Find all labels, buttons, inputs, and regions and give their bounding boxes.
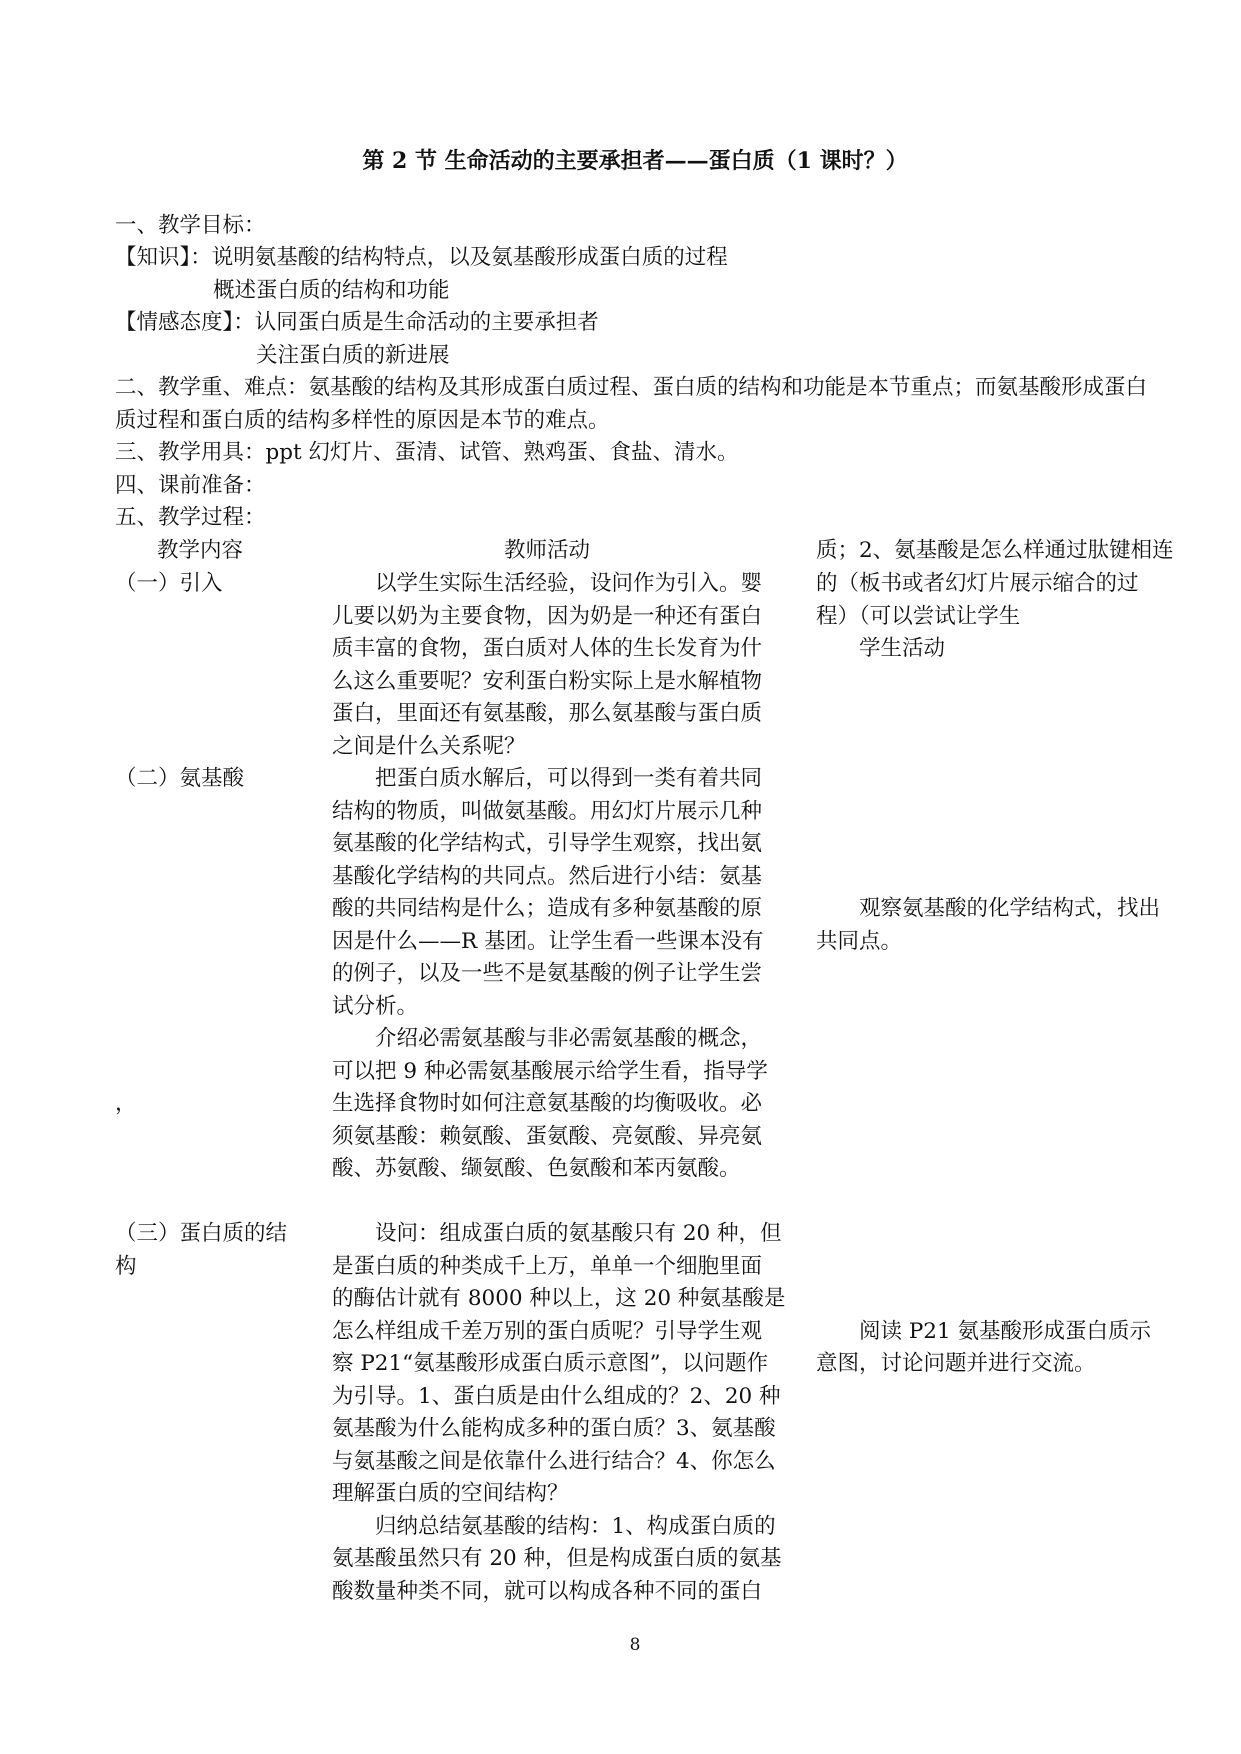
teacher-line: 蛋白，里面还有氨基酸，那么氨基酸与蛋白质 [332,701,763,726]
teacher-line: 怎么样组成千差万别的蛋白质呢？引导学生观 [332,1319,763,1344]
teacher-line: 因是什么——R 基团。让学生看一些课本没有 [332,929,764,954]
page-number: 8 [629,1635,641,1655]
teacher-line: 氨基酸为什么能构成多种的蛋白质？3、氨基酸 [332,1416,776,1441]
teacher-line: 须氨基酸：赖氨酸、蛋氨酸、亮氨酸、异亮氨 [332,1124,763,1149]
student-carryover-line: 程）（可以尝试让学生 [816,604,1021,629]
teacher-line: 介绍必需氨基酸与非必需氨基酸的概念， [375,1026,763,1051]
teacher-line: 氨基酸虽然只有 20 种，但是构成蛋白质的氨基 [332,1546,782,1571]
teacher-line: 质丰富的食物，蛋白质对人体的生长发育为什 [332,636,763,661]
teacher-line: 氨基酸的化学结构式，引导学生观察，找出氨 [332,831,763,856]
student-line: 观察氨基酸的化学结构式，找出 [859,896,1161,921]
teacher-line: 么这么重要呢？安利蛋白粉实际上是水解植物 [332,669,763,694]
teacher-column-header: 教师活动 [503,538,590,563]
teacher-line: 的例子，以及一些不是氨基酸的例子让学生尝 [332,961,763,986]
process-heading: 五、教学过程： [115,505,266,530]
teacher-line: 酸、苏氨酸、缬氨酸、色氨酸和苯丙氨酸。 [332,1156,741,1181]
objectives-heading: 一、教学目标： [115,213,266,238]
teacher-line: 察 P21“氨基酸形成蛋白质示意图”，以问题作 [332,1351,769,1376]
key-points-line: 二、教学重、难点：氨基酸的结构及其形成蛋白质过程、蛋白质的结构和功能是本节重点；而氨基酸形成蛋白 [115,375,1148,400]
student-carryover-line: 质；2、氨基酸是怎么样通过肽键相连 [816,538,1174,563]
teacher-line: 是蛋白质的种类成千上万，单单一个细胞里面 [332,1254,763,1279]
student-line: 意图，讨论问题并进行交流。 [816,1351,1096,1376]
teacher-line: 归纳总结氨基酸的结构：1、构成蛋白质的 [375,1514,776,1539]
knowledge-line: 【知识】：说明氨基酸的结构特点，以及氨基酸形成蛋白质的过程 [115,245,728,270]
student-carryover-line: 的（板书或者幻灯片展示缩合的过 [816,571,1139,596]
tools-line: 三、教学用具：ppt 幻灯片、蛋清、试管、熟鸡蛋、食盐、清水。 [115,440,739,465]
teacher-line: 儿要以奶为主要食物，因为奶是一种还有蛋白 [332,604,763,629]
student-column-header: 学生活动 [859,636,946,661]
row-content-label: 构 [115,1254,137,1279]
attitude-line: 关注蛋白质的新进展 [256,343,450,368]
teacher-line: 为引导。1、蛋白质是由什么组成的？2、20 种 [332,1384,781,1409]
teacher-line: 设问：组成蛋白质的氨基酸只有 20 种，但 [375,1221,782,1246]
teacher-line: 的酶估计就有 8000 种以上，这 20 种氨基酸是 [332,1286,786,1311]
teacher-line: 可以把 9 种必需氨基酸展示给学生看，指导学 [332,1059,768,1084]
teacher-line: 以学生实际生活经验，设问作为引入。婴 [375,571,763,596]
row-content-label: （三）蛋白质的结 [115,1221,288,1246]
teacher-line: 结构的物质，叫做氨基酸。用幻灯片展示几种 [332,799,763,824]
content-column-header: 教学内容 [157,538,244,563]
stray-comma: ， [115,1091,137,1116]
row-content-label: （二）氨基酸 [115,766,245,791]
preparation-heading: 四、课前准备： [115,473,266,498]
attitude-line: 【情感态度】：认同蛋白质是生命活动的主要承担者 [115,310,599,335]
teacher-line: 把蛋白质水解后，可以得到一类有着共同 [375,766,763,791]
student-line: 阅读 P21 氨基酸形成蛋白质示 [859,1319,1151,1344]
student-line: 共同点。 [816,929,903,954]
teacher-line: 试分析。 [332,994,419,1019]
row-content-label: （一）引入 [115,571,223,596]
teacher-line: 之间是什么关系呢？ [332,734,526,759]
teacher-line: 基酸化学结构的共同点。然后进行小结：氨基 [332,864,763,889]
page-title: 第 2 节 生命活动的主要承担者——蛋白质（1 课时？） [362,148,908,174]
teacher-line: 与氨基酸之间是依靠什么进行结合？4、你怎么 [332,1449,776,1474]
key-points-line: 质过程和蛋白质的结构多样性的原因是本节的难点。 [115,408,610,433]
teacher-line: 酸数量种类不同，就可以构成各种不同的蛋白 [332,1579,763,1604]
teacher-line: 生选择食物时如何注意氨基酸的均衡吸收。必 [332,1091,763,1116]
teacher-line: 理解蛋白质的空间结构？ [332,1481,569,1506]
knowledge-line: 概述蛋白质的结构和功能 [213,278,450,303]
teacher-line: 酸的共同结构是什么；造成有多种氨基酸的原 [332,896,763,921]
